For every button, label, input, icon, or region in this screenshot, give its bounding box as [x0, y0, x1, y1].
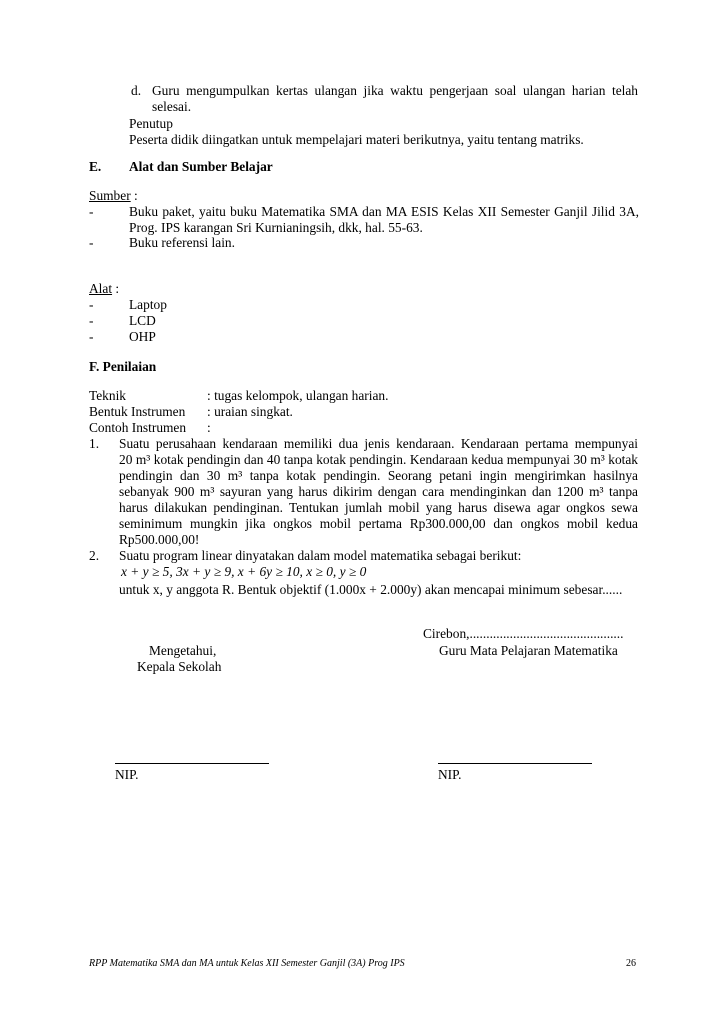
alat-dash-3: -	[89, 329, 94, 344]
q1-line1: Suatu perusahaan kendaraan memiliki dua jenis kendaraan. Kendaraan pertama mempunyai	[119, 436, 638, 451]
left-signature-line	[115, 763, 269, 764]
q1-line3: pendingin dan 30 m³ tanpa kotak pendingin. Seorang petani ingin mengirimkan hasilnya	[119, 468, 638, 483]
list-marker-d: d.	[131, 83, 142, 98]
q2-number: 2.	[89, 548, 100, 563]
section-f-title: F. Penilaian	[89, 359, 157, 374]
bentuk-value: : uraian singkat.	[207, 404, 293, 419]
right-sign-title: Guru Mata Pelajaran Matematika	[439, 643, 618, 658]
section-e-title: Alat dan Sumber Belajar	[129, 159, 273, 174]
alat-dash-1: -	[89, 297, 94, 312]
left-nip: NIP.	[115, 767, 139, 782]
teknik-value: : tugas kelompok, ulangan harian.	[207, 388, 389, 403]
sumber-dash-1: -	[89, 204, 94, 219]
q2-line3: untuk x, y anggota R. Bentuk objektif (1.000x + 2.000y) akan mencapai minimum sebesar......	[119, 582, 623, 597]
right-signature-line	[438, 763, 592, 764]
q1-number: 1.	[89, 436, 100, 451]
alat-item-ohp: OHP	[129, 329, 156, 344]
alat-label: Alat	[89, 281, 113, 296]
left-sign-title1: Mengetahui,	[149, 643, 217, 658]
q2-constraints: x + y ≥ 5, 3x + y ≥ 9, x + 6y ≥ 10, x ≥ 0, y ≥ 0	[121, 564, 367, 579]
right-nip: NIP.	[438, 767, 462, 782]
q1-line5: harus dilakukan pendinginan. Tentukan jumlah mobil yang harus disewa agar ongkos sewa	[119, 500, 638, 515]
q1-line2: 20 m³ kotak pendingin dan 40 tanpa kotak pendingin. Kendaraan kedua mempunyai 30 m³ kotak	[119, 452, 638, 467]
penutup-text: Peserta didik diingatkan untuk mempelajari materi berikutnya, yaitu tentang matriks.	[129, 132, 584, 147]
penutup-title: Penutup	[129, 116, 173, 131]
q1-line4: sebanyak 900 m³ sayuran yang harus dikirim dengan cara mendinginkan dan 1200 m³ tanpa	[119, 484, 638, 499]
alat-colon: :	[112, 281, 120, 296]
contoh-value: :	[207, 420, 211, 435]
sumber-heading	[89, 188, 138, 204]
footer-text: RPP Matematika SMA dan MA untuk Kelas XII Semester Ganjil (3A) Prog IPS	[89, 958, 405, 969]
sumber-dash-2: -	[89, 235, 94, 250]
section-e-label: E.	[89, 159, 102, 174]
alat-item-laptop: Laptop	[129, 297, 167, 312]
bentuk-label: Bentuk Instrumen	[89, 404, 186, 419]
q1-line6: seminimum mungkin jika ongkos mobil pertama Rp300.000,00 dan ongkos mobil kedua	[119, 516, 638, 531]
alat-heading	[89, 281, 119, 297]
sumber-colon: :	[130, 188, 138, 203]
sumber-item-1-line2: Prog. IPS karangan Sri Kurnianingsih, dkk, hal. 55-63.	[129, 220, 423, 235]
sumber-label: Sumber	[89, 188, 131, 203]
alat-dash-2: -	[89, 313, 94, 328]
teknik-label: Teknik	[89, 388, 126, 403]
step-d-line2: selesai.	[152, 99, 192, 114]
q1-line7: Rp500.000,00!	[119, 532, 200, 547]
alat-item-lcd: LCD	[129, 313, 156, 328]
place-date: Cirebon,..............................................	[423, 626, 624, 641]
q2-line1: Suatu program linear dinyatakan dalam model matematika sebagai berikut:	[119, 548, 522, 563]
step-d-line1: Guru mengumpulkan kertas ulangan jika waktu pengerjaan soal ulangan harian telah	[152, 83, 638, 98]
contoh-label: Contoh Instrumen	[89, 420, 187, 435]
sumber-item-2: Buku referensi lain.	[129, 235, 235, 250]
left-sign-title2: Kepala Sekolah	[137, 659, 222, 674]
sumber-item-1-line1: Buku paket, yaitu buku Matematika SMA dan MA ESIS Kelas XII Semester Ganjil Jilid 3A,	[129, 204, 639, 219]
page-number: 26	[626, 958, 636, 969]
